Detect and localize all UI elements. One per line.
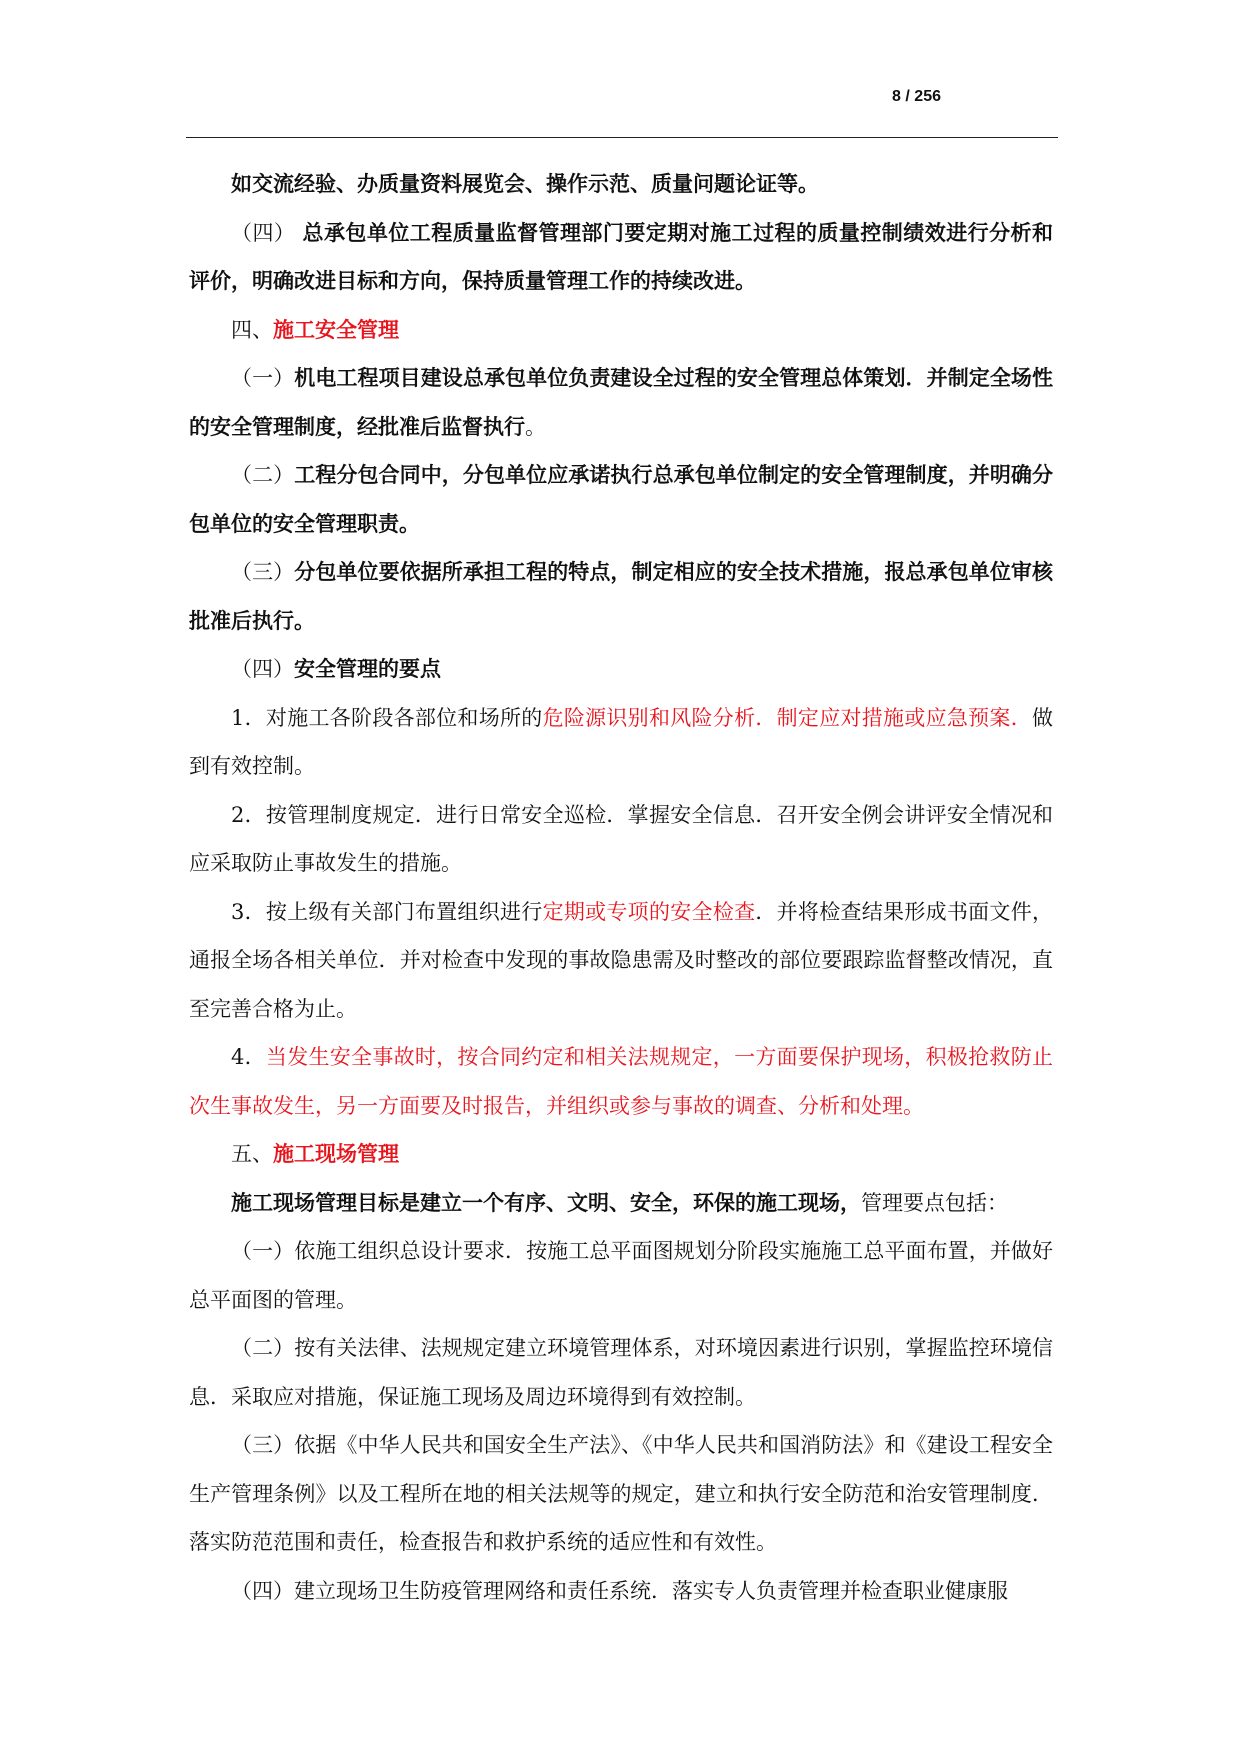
paragraph [189,791,1053,888]
paragraph [189,354,1053,451]
paragraph [189,1421,1053,1567]
text-segment: （二）按有关法律、法规规定建立环境管理体系，对环境因素进行识别，掌握监控环境信息．采取应对措施，保证施工现场及周边环境得到有效控制。 [189,1336,1053,1409]
text-segment: 如交流经验、办质量资料展览会、操作示范、质量问题论证等。 [231,171,819,196]
page-separator: / [900,88,915,105]
text-segment: （一）依施工组织总设计要求．按施工总平面图规划分阶段实施施工总平面布置，并做好总平面图的管理。 [189,1239,1053,1312]
highlight-text: 当发生安全事故时，按合同约定和相关法规规定，一方面要保护现场，积极抢救防止次生事故发生，另一方面要及时报告，并组织或参与事故的调查、分析和处理。 [189,1045,1053,1118]
paragraph [189,1033,1053,1130]
paragraph [189,1567,1053,1616]
text-segment: 4． [231,1045,266,1069]
header-rule [186,137,1058,138]
text-segment: （四） [231,657,294,681]
text-segment: （四） [231,220,303,245]
text-segment: 3．按上级有关部门布置组织进行 [231,899,543,924]
paragraph [189,1179,1053,1228]
text-segment: （三） [231,560,295,584]
heading-title: 施工现场管理 [273,1141,399,1166]
paragraph [189,160,1053,209]
text-segment: （一） [231,366,295,390]
paragraph [189,888,1053,1034]
heading-number: 五、 [231,1142,273,1166]
text-segment: ．并将检查结果形成书面文件，通报全场各相关单位．并对检查中发现的事故隐患需及时整改的部位要跟踪监督整改情况，直至完善合格为止。 [189,899,1053,1021]
paragraph [189,1227,1053,1324]
text-segment: （三）依据《中华人民共和国安全生产法》、《中华人民共和国消防法》和《建设工程安全生产管理条例》以及工程所在地的相关法规等的规定，建立和执行安全防范和治安管理制度．落实防范范围和责任，检查报告和救护系统的适应性和有效性。 [189,1433,1053,1554]
page-total: 256 [914,88,941,105]
paragraph [189,694,1053,791]
text-segment: 总承包单位工程质量监督管理部门要定期对施工过程的质量控制绩效进行分析和评价，明确改进目标和方向，保持质量管理工作的持续改进。 [189,219,1053,293]
heading-number: 四、 [231,317,273,342]
document-body [189,160,1053,1615]
paragraph [189,645,1053,694]
page-current: 8 [892,88,901,105]
text-segment: 施工现场管理目标是建立一个有序、文明、安全，环保的施工现场， [231,1189,861,1215]
paragraph [189,209,1053,306]
paragraph [189,451,1053,548]
page-number [741,88,941,106]
text-segment: （二） [231,463,295,487]
section-heading-5 [189,1130,1053,1179]
heading-title: 施工安全管理 [273,316,399,342]
section-heading-4 [189,306,1053,355]
text-segment: 工程分包合同中，分包单位应承诺执行总承包单位制定的安全管理制度，并明确分包单位的安全管理职责。 [189,462,1054,536]
paragraph [189,1324,1053,1421]
paragraph [189,548,1053,645]
text-segment: 安全管理的要点 [294,656,441,681]
highlight-text: 定期或专项的安全检查 [542,899,756,924]
text-segment: 分包单位要依据所承担工程的特点，制定相应的安全技术措施，报总承包单位审核批准后执行。 [189,559,1054,633]
text-segment: （四）建立现场卫生防疫管理网络和责任系统．落实专人负责管理并检查职业健康服 [231,1578,1008,1603]
text-segment: 2．按管理制度规定．进行日常安全巡检．掌握安全信息．召开安全例会讲评安全情况和应采取防止事故发生的措施。 [189,802,1053,875]
text-segment: 管理要点包括： [861,1190,1008,1215]
text-segment: 做到有效控制。 [189,705,1053,778]
text-segment: 。 [525,414,546,439]
text-segment: 1．对施工各阶段各部位和场所的 [231,705,543,730]
text-segment: 机电工程项目建设总承包单位负责建设全过程的安全管理总体策划．并制定全场性的安全管理制度，经批准后监督执行 [189,365,1054,439]
highlight-text: 危险源识别和风险分析．制定应对措施或应急预案． [542,705,1032,730]
